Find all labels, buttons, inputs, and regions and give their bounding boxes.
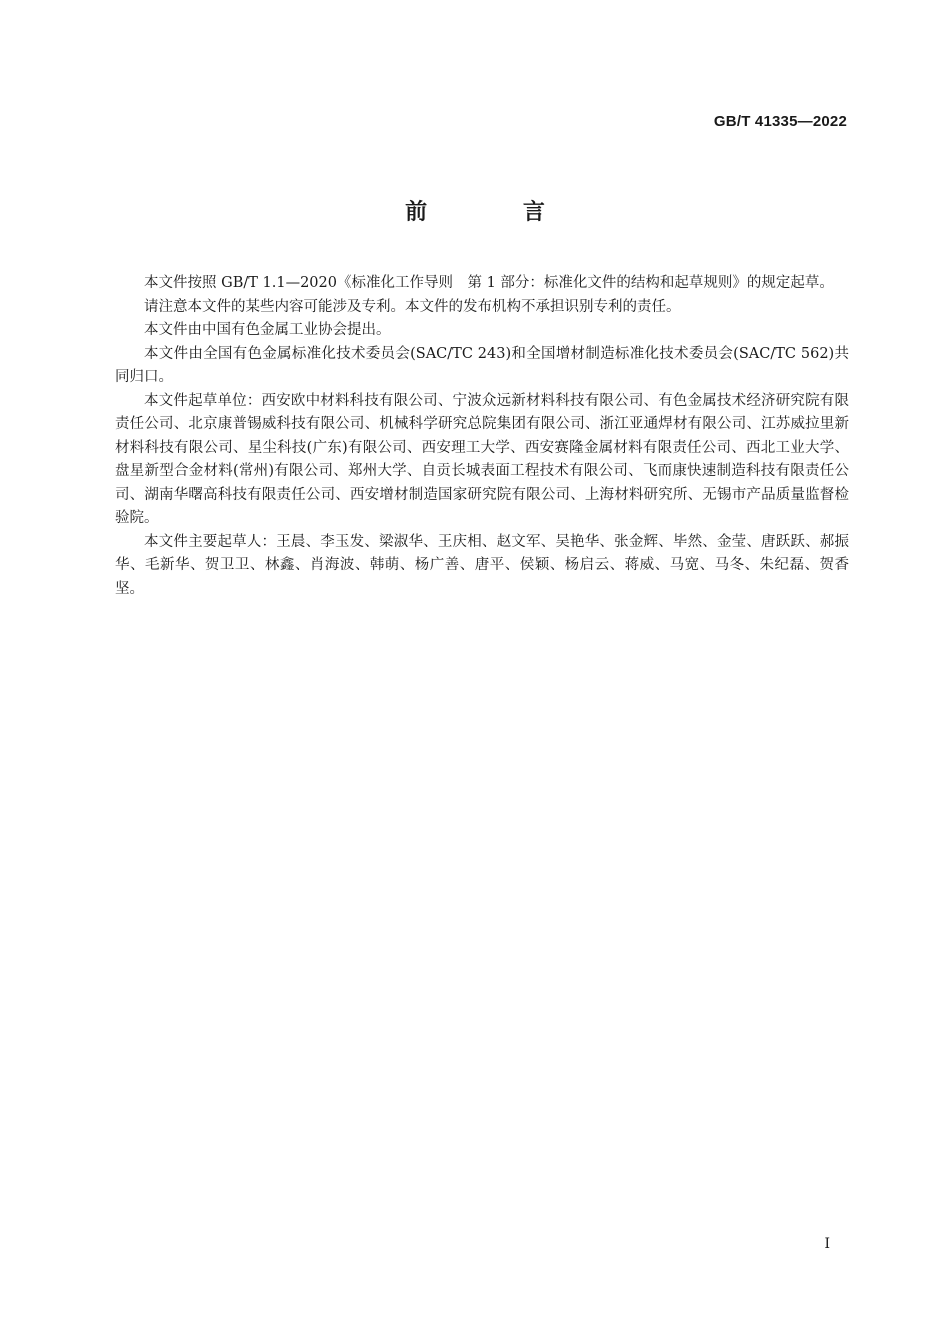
paragraph-drafting-units: 本文件起草单位：西安欧中材料科技有限公司、宁波众远新材料科技有限公司、有色金属技术经济研究院有限责任公司、北京康普锡威科技有限公司、机械科学研究总院集团有限公司、浙江亚通焊材有限公司、江苏威拉里新材料科技有限公司、星尘科技(广东)有限公司、西安理工大学、西安赛隆金属材料有限责任公司、西北工业大学、盘星新型合金材料(常州)有限公司、郑州大学、自贡长城表面工程技术有限公司、飞而康快速制造科技有限责任公司、湖南华曙高科技有限责任公司、西安增材制造国家研究院有限公司、上海材料研究所、无锡市产品质量监督检验院。 <box>115 392 849 526</box>
paragraph-proposer: 本文件由中国有色金属工业协会提出。 <box>144 322 391 338</box>
paragraph-committee: 本文件由全国有色金属标准化技术委员会(SAC/TC 243)和全国增材制造标准化技术委员会(SAC/TC 562)共同归口。 <box>115 345 849 385</box>
page-number: I <box>824 1236 830 1252</box>
paragraph-drafting-rules: 本文件按照 GB/T 1.1—2020《标准化工作导则 第 1 部分：标准化文件的结构和起草规则》的规定起草。 <box>144 275 834 291</box>
paragraph-drafters: 本文件主要起草人：王晨、李玉发、梁淑华、王庆相、赵文军、吴艳华、张金辉、毕然、金莹、唐跃跃、郝振华、毛新华、贺卫卫、林鑫、肖海波、韩萌、杨广善、唐平、侯颖、杨启云、蒋威、马宽、马冬、朱纪磊、贺香坚。 <box>115 533 849 597</box>
section-title: 前 言 <box>405 200 589 225</box>
paragraph-patent-notice: 请注意本文件的某些内容可能涉及专利。本文件的发布机构不承担识别专利的责任。 <box>144 298 681 315</box>
standard-code: GB/T 41335—2022 <box>713 113 847 130</box>
foreword-body <box>115 272 849 601</box>
